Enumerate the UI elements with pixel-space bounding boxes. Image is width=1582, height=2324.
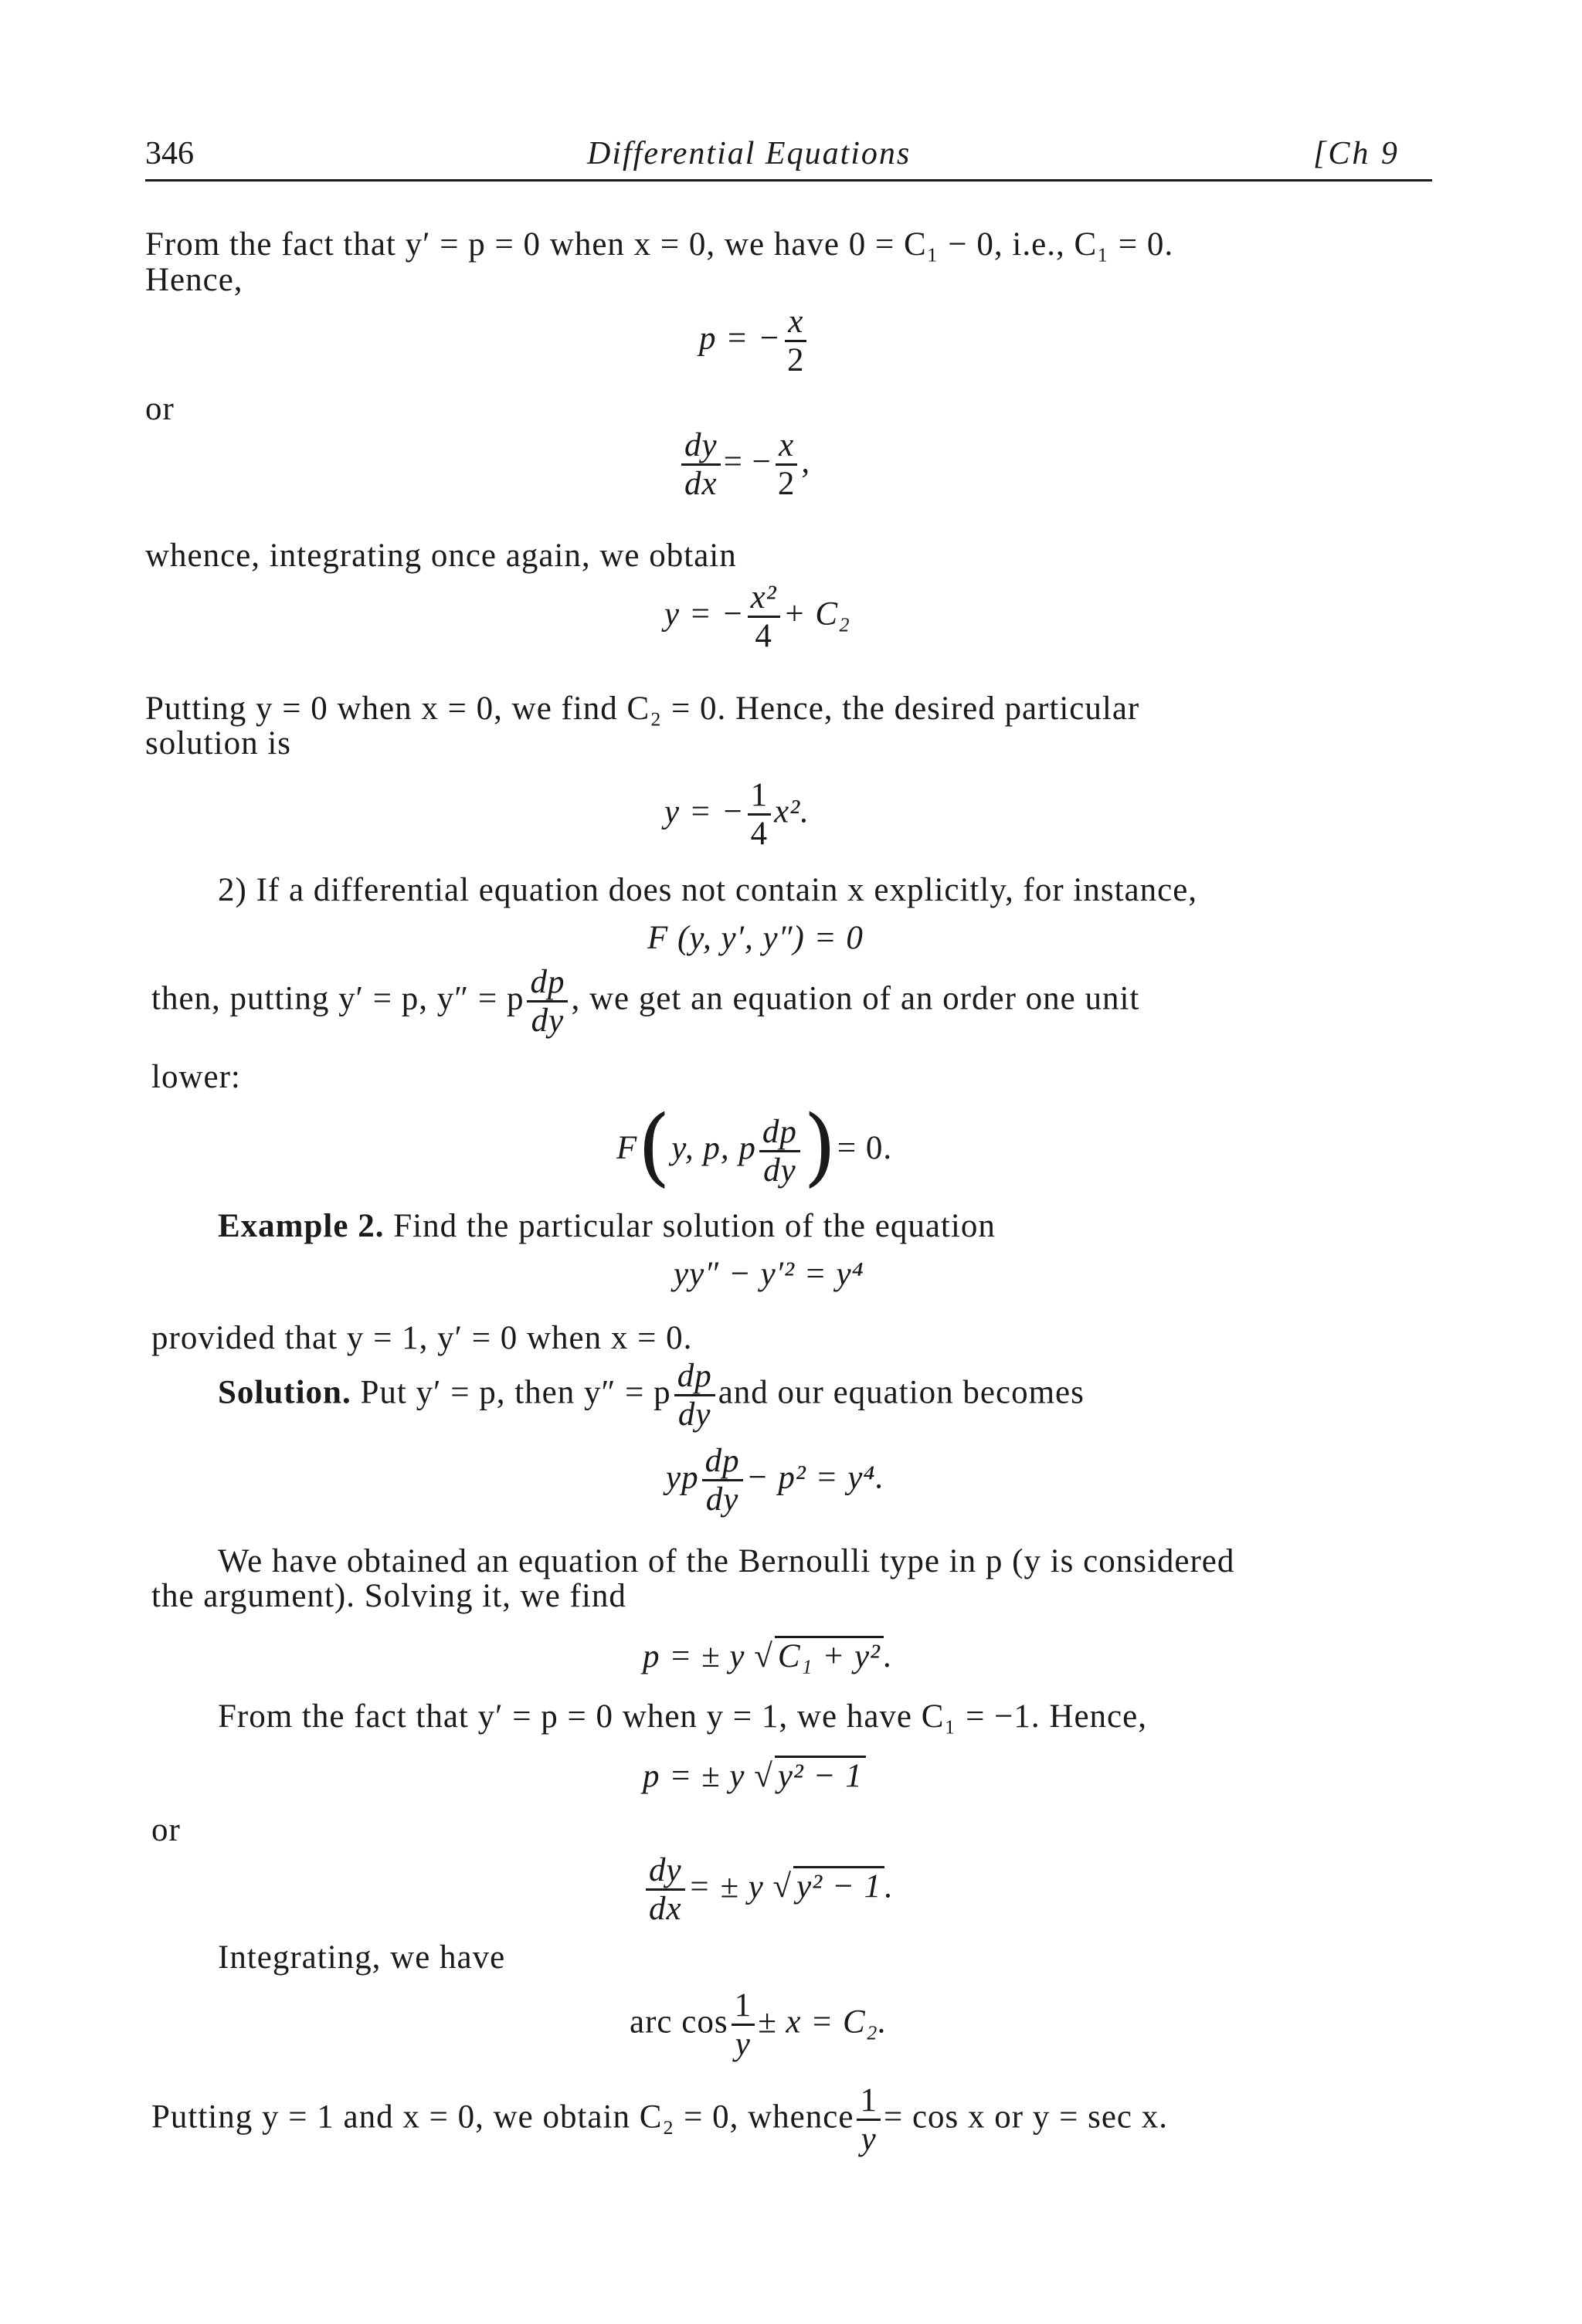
text-or: or	[151, 1812, 181, 1848]
final-line: Putting y = 1 and x = 0, we obtain C₂ = 0, whence $\frac{1}{y}$ = cos x or y = sec x.	[151, 2082, 1168, 2157]
equation-p	[699, 305, 811, 377]
equation-dydx: $\frac{dy}{dx}$ = − $\frac{x}{2}$ ,	[678, 429, 810, 500]
equation-bernoulli: yp $\frac{dp}{dy}$ − p² = y⁴.	[666, 1443, 885, 1518]
fraction: $\frac{1}{y}$	[732, 1989, 755, 2061]
equation-p-general: p = ± y √ C₁ + y².	[643, 1637, 893, 1675]
example-line: Example 2. Find the particular solution of the equation	[218, 1208, 996, 1244]
example-label: Example 2.	[218, 1208, 385, 1244]
text-line: Hence,	[145, 262, 243, 298]
fraction: $\frac{dy}{dx}$	[646, 1854, 685, 1925]
fraction: $\frac{dp}{dy}$	[527, 965, 568, 1037]
eq-lhs: p = −	[699, 320, 782, 357]
text-line: Integrating, we have	[218, 1939, 506, 1976]
text-line: From the fact that y′ = p = 0 when x = 0, we have 0 = C₁ − 0, i.e., C₁ = 0.	[145, 226, 1174, 263]
equation-F: F (y, y′, y″) = 0	[647, 920, 864, 956]
text-line: whence, integrating once again, we obtain	[145, 538, 737, 574]
equation-example: yy″ − y′² = y⁴	[674, 1256, 864, 1292]
text-line: solution is	[145, 725, 292, 762]
radical: √ y² − 1	[754, 1757, 866, 1795]
text-line: From the fact that y′ = p = 0 when y = 1, we have C₁ = −1. Hence,	[218, 1698, 1147, 1735]
equation-dydx-2: $\frac{dy}{dx}$ = ± y √ y² − 1.	[643, 1854, 894, 1925]
fraction: $\frac{1}{y}$	[857, 2084, 881, 2156]
page-number: 346	[145, 136, 194, 171]
fraction: $\frac{1}{4}$	[748, 779, 772, 850]
text-line: 2) If a differential equation does not contain x explicitly, for instance,	[218, 872, 1198, 908]
text-line: Putting y = 0 when x = 0, we find C₂ = 0. Hence, the desired particular	[145, 690, 1140, 727]
fraction: $\frac{dy}{dx}$	[681, 429, 721, 500]
equation-arccos: arc cos $\frac{1}{y}$ ± x = C₂.	[630, 1987, 888, 2062]
equation-solution: y = − $\frac{1}{4}$ x².	[664, 777, 810, 852]
radical: √ C₁ + y²	[754, 1637, 884, 1675]
running-title: Differential Equations	[587, 136, 912, 171]
radical: √ y² − 1	[773, 1868, 885, 1905]
equation-y-integral: y = − $\frac{\text{x²}}{4}$ + C₂	[664, 579, 851, 654]
fraction: $\frac{\text{x²}}{4}$	[748, 581, 780, 653]
solution-line: Solution. Put y′ = p, then y″ = p $\frac{dp}{dy}$ and our equation becomes	[218, 1358, 1085, 1433]
text-or: or	[145, 391, 175, 427]
text-line-with-fraction: then, putting y′ = p, y″ = p $\frac{dp}{dy}$ , we get an equation of an order one unit	[151, 964, 1140, 1039]
equation-p-particular: p = ± y √ y² − 1	[643, 1757, 866, 1795]
text-line: provided that y = 1, y′ = 0 when x = 0.	[151, 1320, 693, 1356]
equation-F-reduced: F(y, p, p $\frac{dp}{dy}$ )= 0.	[616, 1097, 893, 1196]
fraction: $\frac{x}{2}$	[784, 305, 808, 377]
text-line: We have obtained an equation of the Bernoulli type in p (y is considered	[218, 1543, 1235, 1579]
solution-label: Solution.	[218, 1374, 351, 1411]
chapter-label: [Ch 9	[1313, 136, 1400, 171]
fraction: $\frac{dp}{dy}$	[674, 1359, 715, 1431]
fraction: $\frac{dp}{dy}$	[759, 1115, 800, 1187]
fraction: $\frac{x}{2}$	[775, 429, 799, 500]
fraction: $\frac{dp}{dy}$	[702, 1444, 743, 1516]
text-line: the argument). Solving it, we find	[151, 1578, 626, 1614]
text-line: lower:	[151, 1059, 241, 1095]
header-rule	[145, 179, 1432, 182]
